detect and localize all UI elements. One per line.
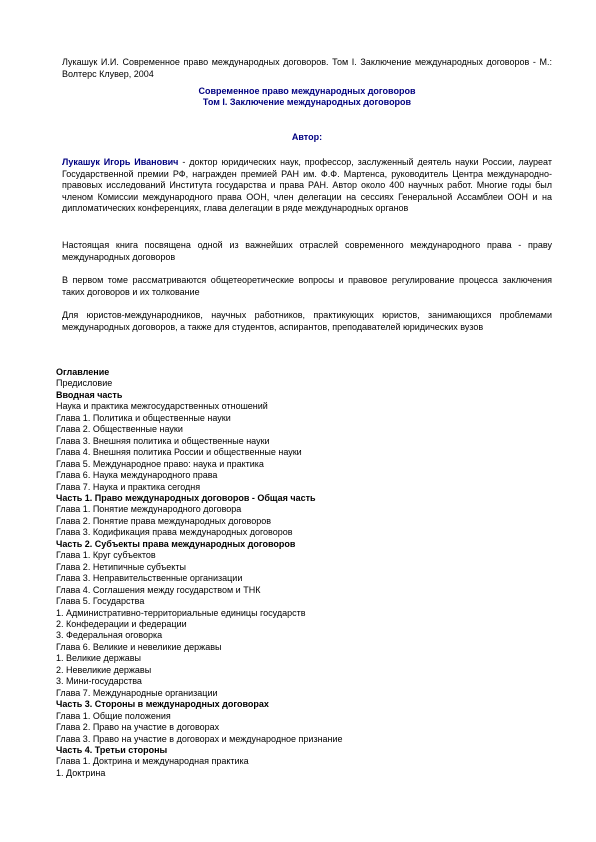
toc-entry: 1. Доктрина bbox=[56, 767, 106, 778]
toc-section-heading: Часть 2. Субъекты права международных договоров bbox=[56, 538, 296, 549]
toc-entry: Глава 3. Неправительственные организации bbox=[56, 573, 243, 584]
toc-entry: Глава 5. Международное право: наука и практика bbox=[56, 458, 264, 469]
book-title-line-1: Современное право международных договоров bbox=[198, 86, 416, 96]
toc-entry: Наука и практика межгосударственных отношений bbox=[56, 401, 268, 412]
description-paragraph: В первом томе рассматриваются общетеоретические вопросы и правовое регулирование процесса заключения таких договоров и их толкование bbox=[62, 275, 552, 297]
toc-entry: 2. Невеликие державы bbox=[56, 664, 152, 675]
toc-entry: Глава 2. Общественные науки bbox=[56, 424, 183, 435]
author-heading: Автор: bbox=[291, 132, 323, 142]
toc-entry: Глава 3. Кодификация права международных договоров bbox=[56, 527, 293, 538]
toc-entry: Глава 1. Круг субъектов bbox=[56, 550, 156, 561]
toc-entry: Глава 6. Наука международного права bbox=[56, 470, 218, 481]
author-bio-text: - доктор юридических наук, профессор, заслуженный деятель науки России, лауреат Государственной премии РФ, награжден премией РАН им. Ф.Ф. Мартенса, руководитель Центра международно-правовых исследований Института государства и права РАН. Автор около 400 научных работ. Многие годы был членом Комиссии международного права ООН, член делегации на сессиях Генеральной Ассамблеи ООН и на дипломатических конференциях, глава делегации в ряде международных органов bbox=[62, 157, 552, 213]
toc-section-heading: Оглавление bbox=[56, 367, 110, 377]
toc-entry: Глава 4. Внешняя политика России и общественные науки bbox=[56, 447, 302, 458]
toc-entry: 3. Мини-государства bbox=[56, 676, 142, 687]
toc-entry: 1. Великие державы bbox=[56, 653, 142, 664]
toc-section-heading: Часть 4. Третьи стороны bbox=[56, 744, 168, 755]
toc-section-heading: Часть 3. Стороны в международных договорах bbox=[56, 699, 269, 710]
audience-paragraph: Для юристов-международников, научных работников, практикующих юристов, занимающихся проблемами международных договоров, а также для студентов, аспирантов, преподавателей юридических вузов bbox=[62, 310, 552, 332]
toc-entry: Глава 6. Великие и невеликие державы bbox=[56, 641, 222, 652]
author-bio bbox=[62, 157, 552, 215]
toc-entry: Глава 2. Право на участие в договорах bbox=[56, 722, 220, 733]
toc-entry: Глава 7. Наука и практика сегодня bbox=[56, 481, 201, 492]
bibliographic-citation: Лукашук И.И. Современное право международных договоров. Том I. Заключение международных договоров - М.: Волтерс Клувер, 2004 bbox=[62, 57, 552, 79]
toc-entry: Глава 5. Государства bbox=[56, 596, 145, 607]
toc-entry: 3. Федеральная оговорка bbox=[56, 630, 163, 641]
toc-entry: Глава 3. Внешняя политика и общественные науки bbox=[56, 435, 270, 446]
book-title-line-2: Том I. Заключение международных договоров bbox=[202, 97, 412, 107]
toc-entry: Предисловие bbox=[56, 378, 113, 389]
description-paragraph: Настоящая книга посвящена одной из важнейших отраслей современного международного права - праву международных договоров bbox=[62, 240, 552, 262]
table-of-contents bbox=[56, 367, 556, 779]
toc-entry: Глава 1. Доктрина и международная практика bbox=[56, 756, 249, 767]
book-title bbox=[62, 86, 552, 108]
toc-entry: 1. Административно-территориальные единицы государств bbox=[56, 607, 306, 618]
toc-entry: Глава 1. Политика и общественные науки bbox=[56, 412, 231, 423]
toc-entry: Глава 7. Международные организации bbox=[56, 687, 218, 698]
toc-entry: Глава 1. Общие положения bbox=[56, 710, 171, 721]
toc-section-heading: Часть 1. Право международных договоров - Общая часть bbox=[56, 492, 316, 503]
author-name: Лукашук Игорь Иванович bbox=[62, 157, 179, 167]
toc-entry: Глава 2. Нетипичные субъекты bbox=[56, 561, 186, 572]
toc-entry: Глава 4. Соглашения между государством и ТНК bbox=[56, 584, 261, 595]
toc-entry: Глава 1. Понятие международного договора bbox=[56, 504, 242, 515]
toc-entry: 2. Конфедерации и федерации bbox=[56, 618, 187, 629]
toc-entry: Глава 3. Право на участие в договорах и международное признание bbox=[56, 733, 343, 744]
toc-section-heading: Вводная часть bbox=[56, 389, 123, 400]
toc-entry: Глава 2. Понятие права международных договоров bbox=[56, 515, 272, 526]
